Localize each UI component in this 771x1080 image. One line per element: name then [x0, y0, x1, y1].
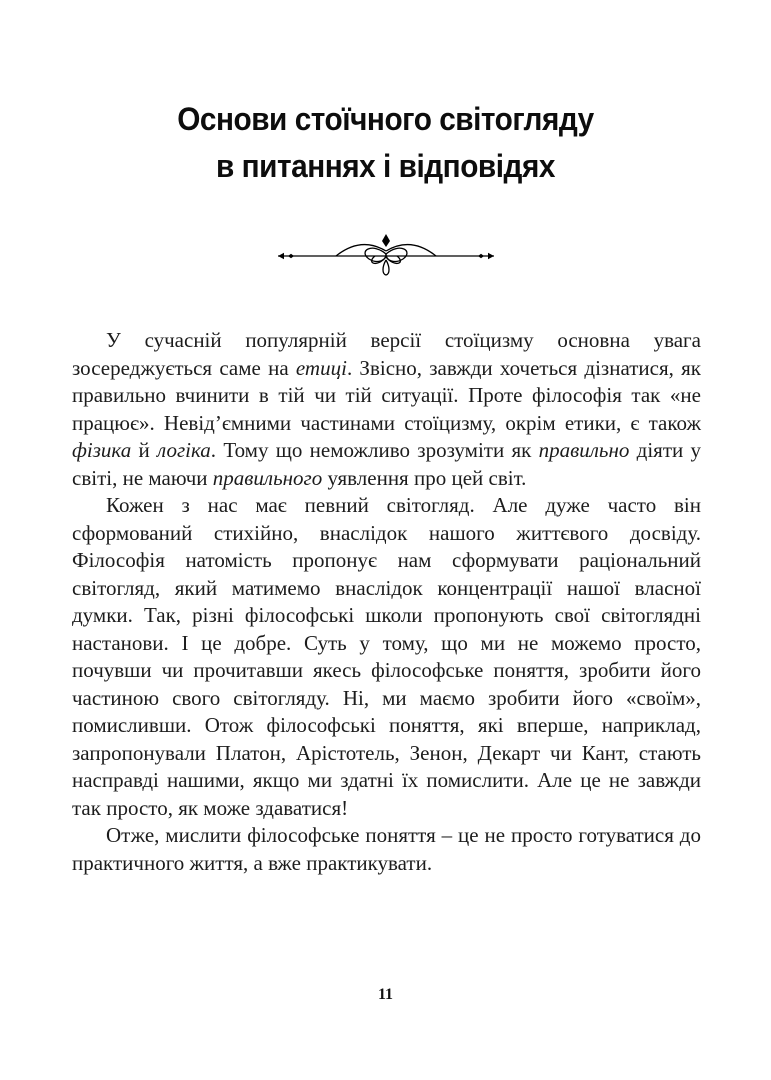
- text-run: Кожен з нас має певний світогляд. Але дуже часто він сформований стихійно, внаслідок нашого життєвого досвіду. Філософія натомість пропонує нам сформувати раціональний світогляд, який матимемо внаслідок концентрації нашої власної думки. Так, різні філософські школи пропонують свої світоглядні настанови. І це добре. Суть у тому, що ми не можемо просто, почувши чи прочитавши якесь філософське поняття, зробити його частиною свого світогляду. Ні, ми маємо зробити його «своїм», помисливши. Отож філософські поняття, які вперше, наприклад, запропонували Платон, Арістотель, Зенон, Декарт чи Кант, стають насправді нашими, якщо ми здатні їх помислити. Але це не завжди так просто, як може здаватися!: [72, 493, 701, 820]
- ornament-top-diamond: [382, 234, 390, 247]
- chapter-title-line-1: Основи стоїчного світогляду: [177, 101, 594, 137]
- section-divider: [0, 232, 771, 283]
- ornament-right-diamond: [478, 254, 484, 258]
- paragraph-1: [72, 327, 701, 492]
- emphasized-text-run: фізика: [72, 438, 132, 462]
- page-number: 11: [377, 986, 394, 1003]
- body-text: [72, 327, 701, 877]
- chapter-title-line-2: в питаннях і відповідях: [216, 148, 555, 184]
- ornament-right-under-loop: [386, 256, 400, 263]
- paragraph-2: [72, 492, 701, 822]
- text-run: уявлення про цей світ.: [322, 465, 527, 490]
- emphasized-text-run: правильно: [538, 438, 630, 462]
- ornament-left-wing-arc: [336, 245, 386, 256]
- ornament-left-arrowhead: [278, 253, 284, 259]
- ornament-bottom-teardrop: [383, 260, 389, 275]
- ornament-left-under-loop: [371, 256, 385, 263]
- text-run: . Тому що неможливо зрозуміти як: [210, 438, 539, 462]
- paragraph-3: [72, 822, 701, 877]
- ornament-right-arrowhead: [488, 253, 494, 259]
- emphasized-text-run: правильного: [212, 465, 323, 490]
- flourish-divider-ornament: [275, 232, 497, 278]
- text-run: й: [131, 438, 158, 462]
- ornament-right-wing-arc: [386, 245, 436, 256]
- ornament-left-diamond: [288, 254, 294, 258]
- text-run: Отже, мислити філософське поняття – це не просто готуватися до практичного життя, а вже практикувати.: [72, 823, 701, 875]
- chapter-title: [64, 96, 707, 190]
- text-run: діяти у світі, не маючи: [72, 438, 702, 490]
- text-run: . Звісно, завжди хочеться дізнатися, як правильно вчинити в тій чи тій ситуації. Проте філософія так «не працює». Невід’ємними частинами стоїцизму, окрім етики, є також: [72, 355, 701, 435]
- text-run: У сучасній популярній версії стоїцизму основна увага зосереджується саме на: [72, 328, 701, 380]
- emphasized-text-run: етиці: [295, 355, 347, 380]
- emphasized-text-run: логіка: [157, 438, 211, 462]
